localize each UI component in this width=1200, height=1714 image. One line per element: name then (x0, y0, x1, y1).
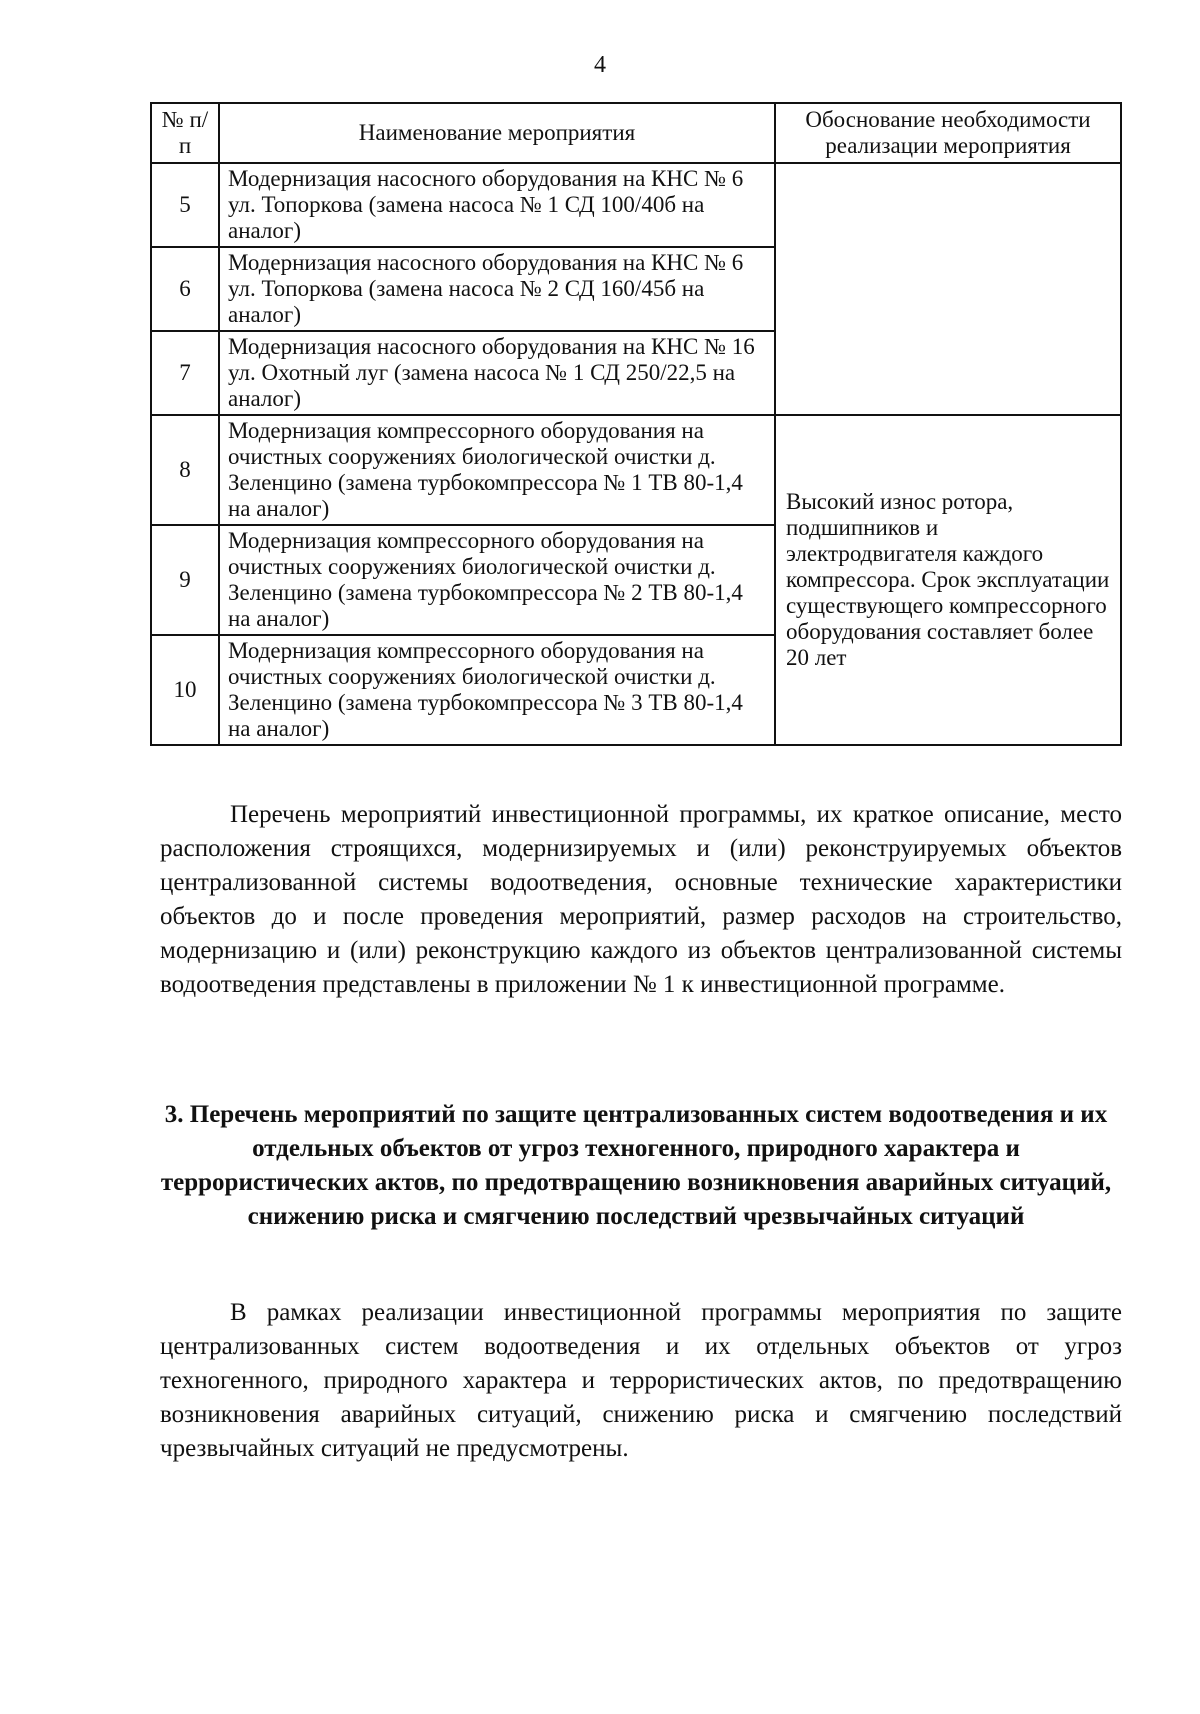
row-number: 9 (151, 525, 219, 635)
row-name: Модернизация компрессорного оборудования на очистных сооружениях биологической очистки д. Зеленцино (замена турбокомпрессора № 3 ТВ 80-1,4 на аналог) (219, 635, 775, 745)
row-number: 8 (151, 415, 219, 525)
row-number: 5 (151, 163, 219, 247)
header-number: № п/п (151, 103, 219, 163)
justification-compressors: Высокий износ ротора, подшипников и электродвигателя каждого компрессора. Срок эксплуатации существующего компрессорного оборудования составляет более 20 лет (775, 415, 1121, 745)
header-justification: Обоснование необходимости реализации мероприятия (775, 103, 1121, 163)
row-name: Модернизация насосного оборудования на КНС № 6 ул. Топоркова (замена насоса № 2 СД 160/45б на аналог) (219, 247, 775, 331)
row-name: Модернизация компрессорного оборудования на очистных сооружениях биологической очистки д. Зеленцино (замена турбокомпрессора № 2 ТВ 80-1,4 на аналог) (219, 525, 775, 635)
table-row (151, 163, 1121, 247)
paragraph-investment-list: Перечень мероприятий инвестиционной программы, их краткое описание, место расположения строящихся, модернизируемых и (или) реконструируемых объектов централизованной системы водоотведения, основные технические характеристики объектов до и после проведения мероприятий, размер расходов на строительство, модернизацию и (или) реконструкцию каждого из объектов централизованной системы водоотведения представлены в приложении № 1 к инвестиционной программе. (160, 801, 1122, 998)
table-row (151, 415, 1121, 525)
table-header-row (151, 103, 1121, 163)
justification-empty (775, 163, 1121, 415)
row-number: 6 (151, 247, 219, 331)
events-table (150, 102, 1122, 746)
section-3-heading: 3. Перечень мероприятий по защите централизованных систем водоотведения и их отдельных объектов от угроз техногенного, природного характера и террористических актов, по предотвращению возникновения аварийных ситуаций, снижению риска и смягчению последствий чрезвычайных ситуаций (160, 1101, 1112, 1230)
row-name: Модернизация компрессорного оборудования на очистных сооружениях биологической очистки д. Зеленцино (замена турбокомпрессора № 1 ТВ 80-1,4 на аналог) (219, 415, 775, 525)
row-name: Модернизация насосного оборудования на КНС № 16 ул. Охотный луг (замена насоса № 1 СД 250/22,5 на аналог) (219, 331, 775, 415)
row-number: 7 (151, 331, 219, 415)
header-name: Наименование мероприятия (219, 103, 775, 163)
page-number: 4 (594, 52, 606, 78)
row-name: Модернизация насосного оборудования на КНС № 6 ул. Топоркова (замена насоса № 1 СД 100/40б на аналог) (219, 163, 775, 247)
paragraph-section-3: В рамках реализации инвестиционной программы мероприятия по защите централизованных систем водоотведения и их отдельных объектов от угроз техногенного, природного характера и террористических актов, по предотвращению возникновения аварийных ситуаций, снижению риска и смягчению последствий чрезвычайных ситуаций не предусмотрены. (160, 1299, 1122, 1462)
row-number: 10 (151, 635, 219, 745)
